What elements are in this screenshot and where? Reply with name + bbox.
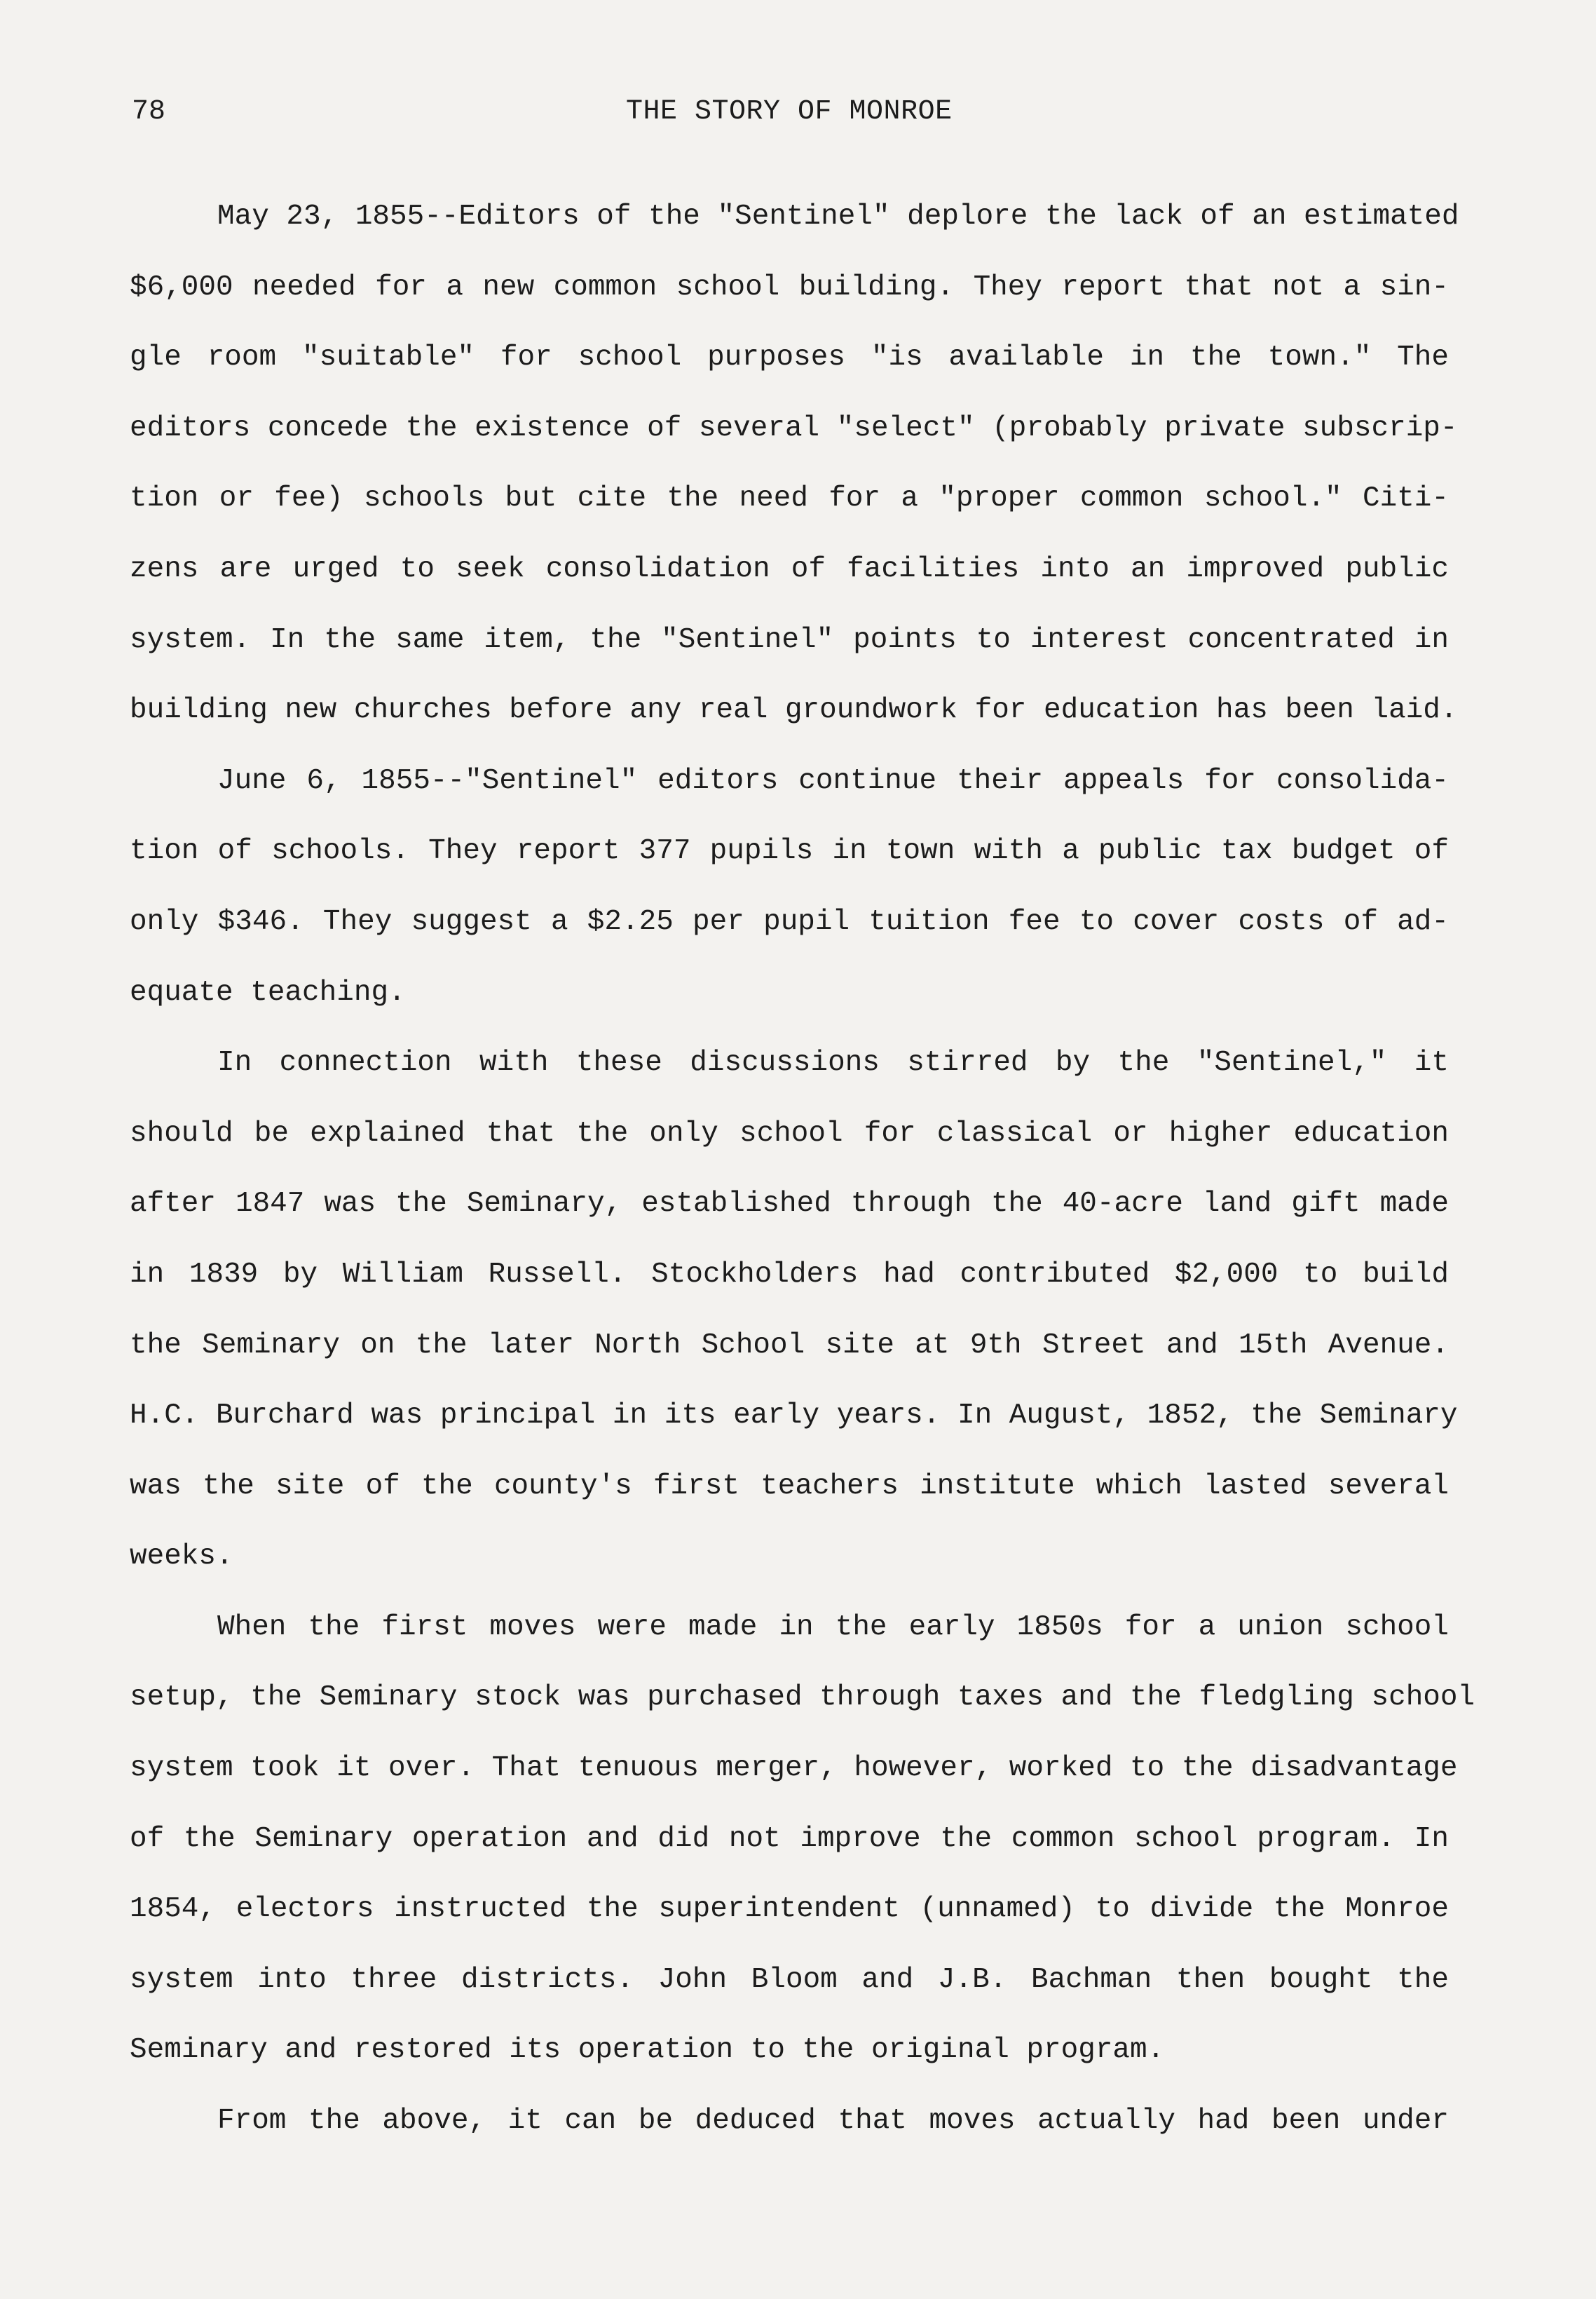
- text-line: equate teaching.: [130, 976, 406, 1009]
- text-line: zens are urged to seek consolidation of facilities into an improved public: [130, 552, 1449, 585]
- text-line: tion of schools. They report 377 pupils in town with a public tax budget of: [130, 835, 1449, 868]
- text-line: only $346. They suggest a $2.25 per pupil tuition fee to cover costs of ad-: [130, 905, 1449, 938]
- running-title: THE STORY OF MONROE: [626, 96, 953, 128]
- text-line: From the above, it can be deduced that moves actually had been under: [217, 2105, 1449, 2138]
- text-line: tion or fee) schools but cite the need for a "proper common school." Citi-: [130, 482, 1449, 515]
- text-line: H.C. Burchard was principal in its early years. In August, 1852, the Seminary: [130, 1399, 1458, 1432]
- text-line: editors concede the existence of several "select" (probably private subscrip-: [130, 412, 1458, 445]
- text-line: setup, the Seminary stock was purchased through taxes and the fledgling school: [130, 1681, 1475, 1714]
- page-number: 78: [132, 96, 166, 128]
- text-line: May 23, 1855--Editors of the "Sentinel" deplore the lack of an estimated: [217, 201, 1459, 233]
- text-line: weeks.: [130, 1540, 233, 1573]
- text-line: Seminary and restored its operation to the original program.: [130, 2034, 1165, 2067]
- text-line: system. In the same item, the "Sentinel" points to interest concentrated in: [130, 623, 1449, 656]
- text-line: after 1847 was the Seminary, established through the 40-acre land gift made: [130, 1188, 1449, 1221]
- body-text: [130, 195, 1475, 2170]
- text-line: system took it over. That tenuous merger, however, worked to the disadvantage: [130, 1752, 1458, 1785]
- text-line: June 6, 1855--"Sentinel" editors continue their appeals for consolida-: [217, 764, 1449, 797]
- page-header: [132, 91, 1450, 133]
- text-line: system into three districts. John Bloom and J.B. Bachman then bought the: [130, 1963, 1449, 1996]
- text-line: $6,000 needed for a new common school building. They report that not a sin-: [130, 271, 1449, 304]
- text-line: When the first moves were made in the early 1850s for a union school: [217, 1610, 1449, 1643]
- text-line: the Seminary on the later North School site at 9th Street and 15th Avenue.: [130, 1329, 1449, 1362]
- text-line: gle room "suitable" for school purposes "is available in the town." The: [130, 341, 1449, 374]
- text-line: in 1839 by William Russell. Stockholders had contributed $2,000 to build: [130, 1258, 1449, 1291]
- text-line: should be explained that the only school for classical or higher education: [130, 1117, 1449, 1150]
- text-line: 1854, electors instructed the superintendent (unnamed) to divide the Monroe: [130, 1893, 1449, 1926]
- text-line: building new churches before any real groundwork for education has been laid.: [130, 694, 1458, 727]
- text-line: was the site of the county's first teachers institute which lasted several: [130, 1470, 1449, 1503]
- text-line: of the Seminary operation and did not improve the common school program. In: [130, 1822, 1449, 1855]
- text-line: In connection with these discussions stirred by the "Sentinel," it: [217, 1047, 1449, 1080]
